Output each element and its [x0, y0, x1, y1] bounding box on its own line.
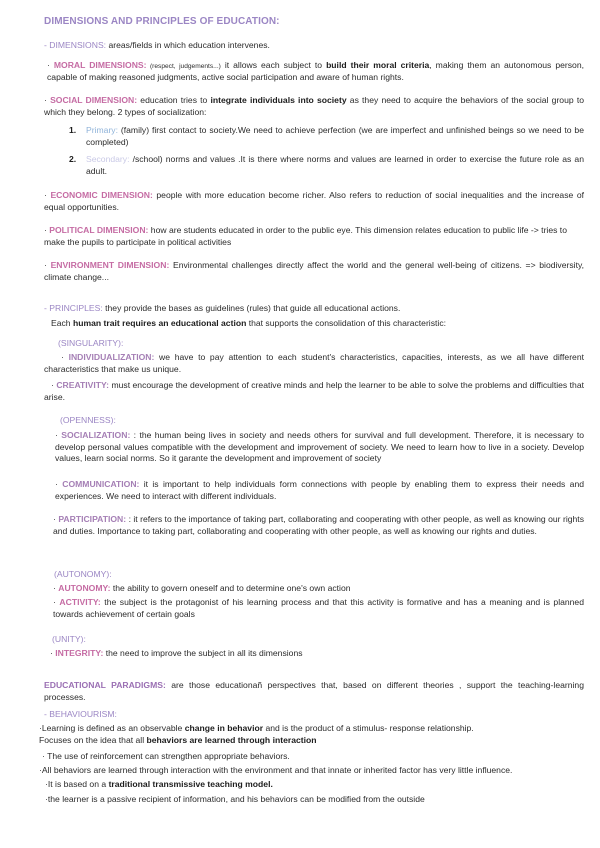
social-label: SOCIAL DIMENSION: [50, 95, 138, 105]
dimensions-line [44, 40, 564, 52]
bullet: · [61, 352, 64, 362]
bullet: · [47, 60, 50, 70]
participation-paragraph [53, 514, 584, 537]
b-point-5-text: the learner is a passive recipient of information, and his behaviors can be modified from the outside [47, 794, 425, 804]
bullet: · [44, 260, 47, 270]
environment-text: Environmental challenges directly affect the world and the general well-being of citizens. => biodiversity, climate change... [44, 260, 585, 282]
communication-paragraph [55, 479, 584, 502]
environment-label: ENVIRONMENT DIMENSION: [50, 260, 170, 270]
secondary-label: Secondary: [86, 154, 130, 164]
bullet: · [53, 514, 56, 524]
activity-paragraph [53, 597, 584, 620]
each-bold: human trait requires an educational action [72, 318, 247, 328]
bullet: · [53, 597, 56, 607]
socialization-paragraph [55, 430, 584, 465]
activity-text: the subject is the protagonist of his learning process and that this activity is formative and has a meaning and is planned towards achievement of certain goals [53, 597, 584, 619]
behaviourism-point-4 [45, 779, 585, 791]
moral-bold: build their moral criteria [326, 60, 430, 70]
list-number: 1. [69, 125, 77, 135]
moral-text-1: it allows each subject to [220, 60, 327, 70]
activity-label: ACTIVITY: [59, 597, 101, 607]
bullet: · [51, 380, 54, 390]
political-label: POLITICAL DIMENSION: [49, 225, 149, 235]
creativity-text: must encourage the development of creative minds and help the learner to be able to solve the problems and difficulties that arise. [44, 380, 584, 402]
paradigms-label: EDUCATIONAL PARADIGMS: [44, 680, 166, 690]
b-point-2-text: The use of reinforcement can strengthen appropriate behaviors. [47, 751, 290, 761]
moral-small-note: (respect, judgements...) [146, 63, 221, 70]
bullet: · [42, 751, 45, 761]
economic-dimension-paragraph [44, 190, 584, 213]
principles-each-line [51, 318, 584, 330]
moral-dimension-paragraph [47, 60, 584, 84]
political-dimension-paragraph [44, 225, 584, 248]
primary-label: Primary: [86, 125, 118, 135]
economic-text: people with more education become richer. Also refers to reduction of social inequalities and the increase of equal opportunities. [44, 190, 584, 212]
each-text-2: that supports the consolidation of this characteristic: [246, 318, 446, 328]
autonomy-paragraph [53, 583, 584, 595]
principles-line [44, 303, 584, 315]
bullet: · [44, 225, 47, 235]
behaviourism-heading: - BEHAVIOURISM: [44, 709, 117, 719]
social-text-2: as they need to acquire the behaviors of the social group to which they belong. 2 types of socialization: [44, 95, 584, 117]
each-text: Each [51, 318, 73, 328]
bullet: · [53, 583, 56, 593]
autonomy-heading: (AUTONOMY): [54, 569, 112, 579]
participation-label: PARTICIPATION: [58, 514, 127, 524]
b-bold-1: change in behavior [184, 723, 264, 733]
autonomy-text: the ability to govern oneself and to determine one's own action [110, 583, 351, 593]
bullet: · [39, 723, 42, 733]
individualization-paragraph [44, 352, 584, 375]
participation-text: : it refers to the importance of taking part, collaborating and cooperating with other people, as well as knowing our rights and duties. Importance to taking part, collaborating and cooperating with other people, as well as knowing our rights and duties. [53, 514, 584, 536]
dimensions-text: areas/fields in which education intervenes. [106, 40, 270, 50]
creativity-label: CREATIVITY: [56, 380, 110, 390]
behaviourism-point-2 [42, 751, 582, 763]
bullet: · [44, 190, 47, 200]
bullet: · [44, 95, 47, 105]
bullet: · [55, 430, 58, 440]
bullet: · [39, 765, 42, 775]
singularity-heading: (SINGULARITY): [58, 338, 124, 348]
economic-label: ECONOMIC DIMENSION: [50, 190, 153, 200]
social-dimension-paragraph [44, 95, 584, 118]
communication-text: it is important to help individuals form connections with people by enabling them to express their needs and experiences. We need to interact with different individuals. [55, 479, 585, 501]
moral-label: MORAL DIMENSIONS: [53, 60, 147, 70]
integrity-label: INTEGRITY: [55, 648, 104, 658]
social-bold: integrate individuals into society [210, 95, 347, 105]
b-point-4-bold: traditional transmissive teaching model. [108, 779, 273, 789]
environment-dimension-paragraph [44, 260, 584, 283]
unity-heading: (UNITY): [52, 634, 86, 644]
page-title: DIMENSIONS AND PRINCIPLES OF EDUCATION: [44, 16, 280, 27]
political-text: how are students educated in order to the public eye. This dimension relates education to public life -> tries to make the pupils to participate in political activities [44, 225, 567, 247]
behaviourism-point-3 [39, 765, 587, 777]
bullet: · [50, 648, 53, 658]
socialization-text: : the human being lives in society and needs others for survival and full development. Therefore, it is necessary to develop personal values compatible with the development and improvement of society. We need to learn how to live in a society. Develop values, learn social norms. So it garante the development and improvement of society [55, 430, 585, 464]
principles-text: they provide the bases as guidelines (rules) that guide all educational actions. [102, 303, 401, 313]
social-primary-item [86, 125, 584, 148]
b-bold-2: behaviors are learned through interaction [146, 734, 317, 745]
b-point-3-text: All behaviors are learned through interaction with the environment and that innate or inherited factor has very little influence. [41, 765, 513, 775]
social-secondary-item [86, 154, 584, 177]
dimensions-label: - DIMENSIONS: [44, 40, 107, 50]
bullet: · [55, 479, 58, 489]
autonomy-label: AUTONOMY: [58, 583, 111, 593]
list-number: 2. [69, 154, 77, 164]
communication-label: COMMUNICATION: [62, 479, 140, 489]
primary-text: (family) first contact to society.We need to achieve perfection (we are imperfect and unfinished beings so we need to be completed) [86, 125, 584, 147]
behaviourism-point-5 [45, 794, 585, 806]
individualization-text: we have to pay attention to each student's characteristics, capacities, interests, as we all have different characteristics that make us unique. [44, 352, 584, 374]
b-point-4-text: It is based on a [47, 779, 109, 789]
social-text-1: education tries to [137, 95, 211, 105]
openness-heading: (OPENNESS): [60, 415, 116, 425]
socialization-label: SOCIALIZATION: [61, 430, 131, 440]
b-text-1: Learning is defined as an observable [41, 723, 185, 733]
individualization-label: INDIVIDUALIZATION: [68, 352, 155, 362]
secondary-text: /school) norms and values .It is there where norms and values are learned in order to exercise the future role as an adult. [86, 154, 584, 176]
b-text-2: and is the product of a stimulus- response relationship. Focuses on the idea that all [39, 723, 474, 745]
paradigms-text: are those educationañ perspectives that, based on different theories , support the teaching-learning processes. [44, 680, 584, 702]
behaviourism-point-1 [39, 723, 479, 746]
moral-text-2: , making them an autonomous person, capable of making reasoned judgments, active social participation and aware of human rights. [47, 60, 584, 82]
creativity-paragraph [44, 380, 584, 403]
bullet: · [45, 779, 48, 789]
integrity-text: the need to improve the subject in all its dimensions [103, 648, 303, 658]
principles-label: - PRINCIPLES: [44, 303, 103, 313]
integrity-paragraph [50, 648, 584, 660]
bullet: · [45, 794, 48, 804]
paradigms-paragraph [44, 680, 584, 703]
